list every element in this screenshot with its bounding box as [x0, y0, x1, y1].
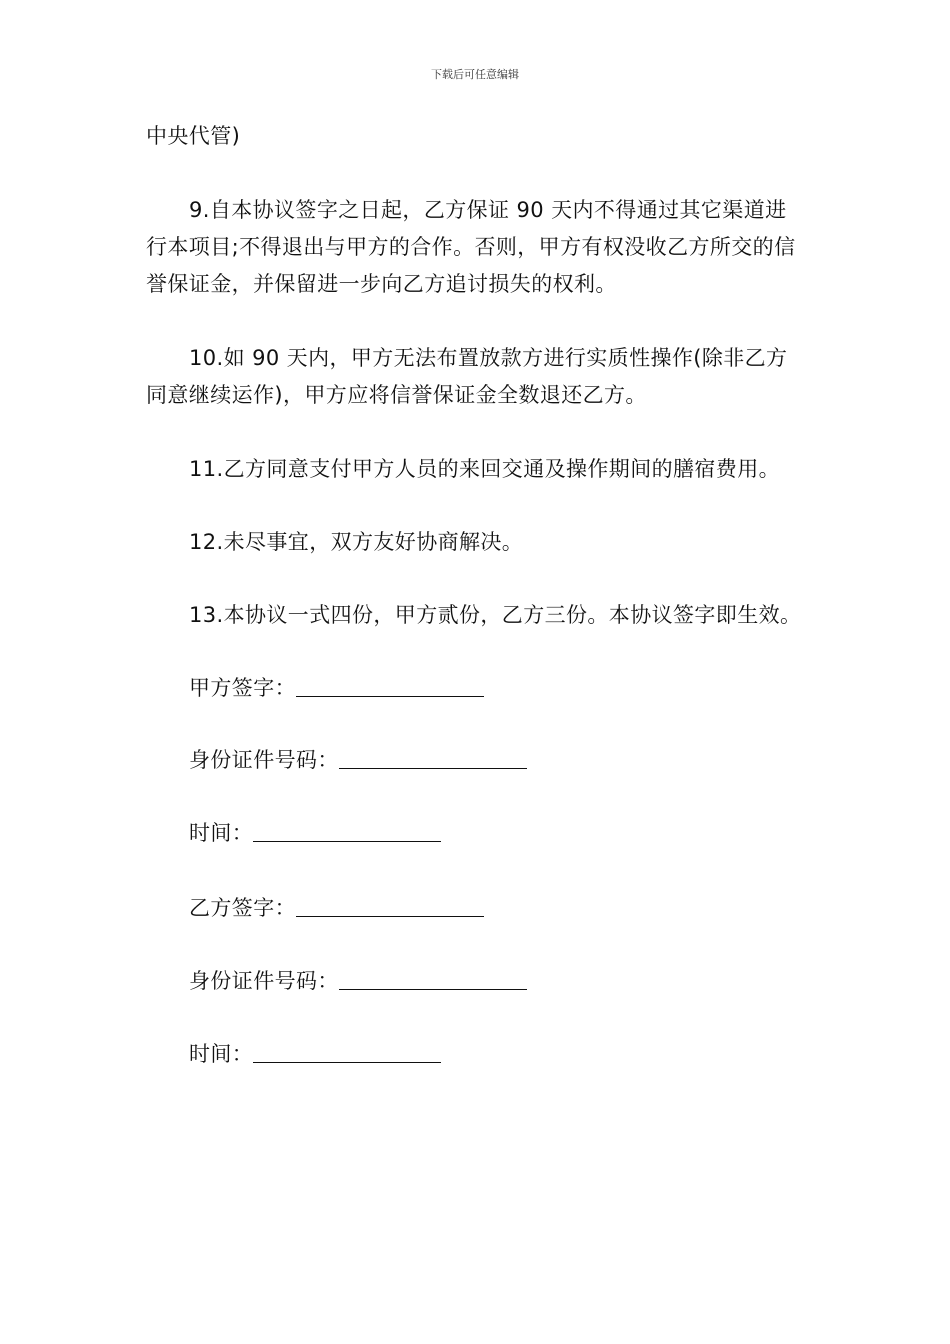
- continuation-text: 中央代管): [146, 124, 241, 148]
- party-a-id-blank[interactable]: [339, 748, 527, 769]
- party-a-time-blank[interactable]: [253, 821, 441, 842]
- party-a-time-label: 时间：: [189, 821, 254, 845]
- clause-11: 11.乙方同意支付甲方人员的来回交通及操作期间的膳宿费用。: [189, 457, 780, 481]
- page-header: 下载后可任意编辑: [431, 68, 519, 81]
- party-b-time-row: [189, 1039, 441, 1069]
- party-a-signature-row: [189, 673, 484, 703]
- party-a-id-row: [189, 745, 527, 775]
- party-b-signature-row: [189, 893, 484, 923]
- party-b-time-blank[interactable]: [253, 1042, 441, 1063]
- party-b-id-blank[interactable]: [339, 969, 527, 990]
- party-a-time-row: [189, 818, 441, 848]
- party-a-signature-blank[interactable]: [296, 676, 484, 697]
- party-b-signature-label: 乙方签字：: [189, 896, 296, 920]
- party-a-id-label: 身份证件号码：: [189, 748, 339, 772]
- party-b-time-label: 时间：: [189, 1042, 254, 1066]
- clause-10: 10.如 90 天内，甲方无法布置放款方进行实质性操作(除非乙方同意继续运作)，甲方应将信誉保证金全数退还乙方。: [146, 346, 788, 407]
- clause-9: 9.自本协议签字之日起，乙方保证 90 天内不得通过其它渠道进行本项目;不得退出与甲方的合作。否则，甲方有权没收乙方所交的信誉保证金，并保留进一步向乙方追讨损失的权利。: [146, 198, 796, 296]
- clause-13: 13.本协议一式四份，甲方贰份，乙方三份。本协议签字即生效。: [189, 603, 802, 627]
- party-b-id-row: [189, 966, 527, 996]
- party-b-signature-blank[interactable]: [296, 896, 484, 917]
- party-a-signature-label: 甲方签字：: [189, 676, 296, 700]
- clause-12: 12.未尽事宜，双方友好协商解决。: [189, 530, 524, 554]
- party-b-id-label: 身份证件号码：: [189, 969, 339, 993]
